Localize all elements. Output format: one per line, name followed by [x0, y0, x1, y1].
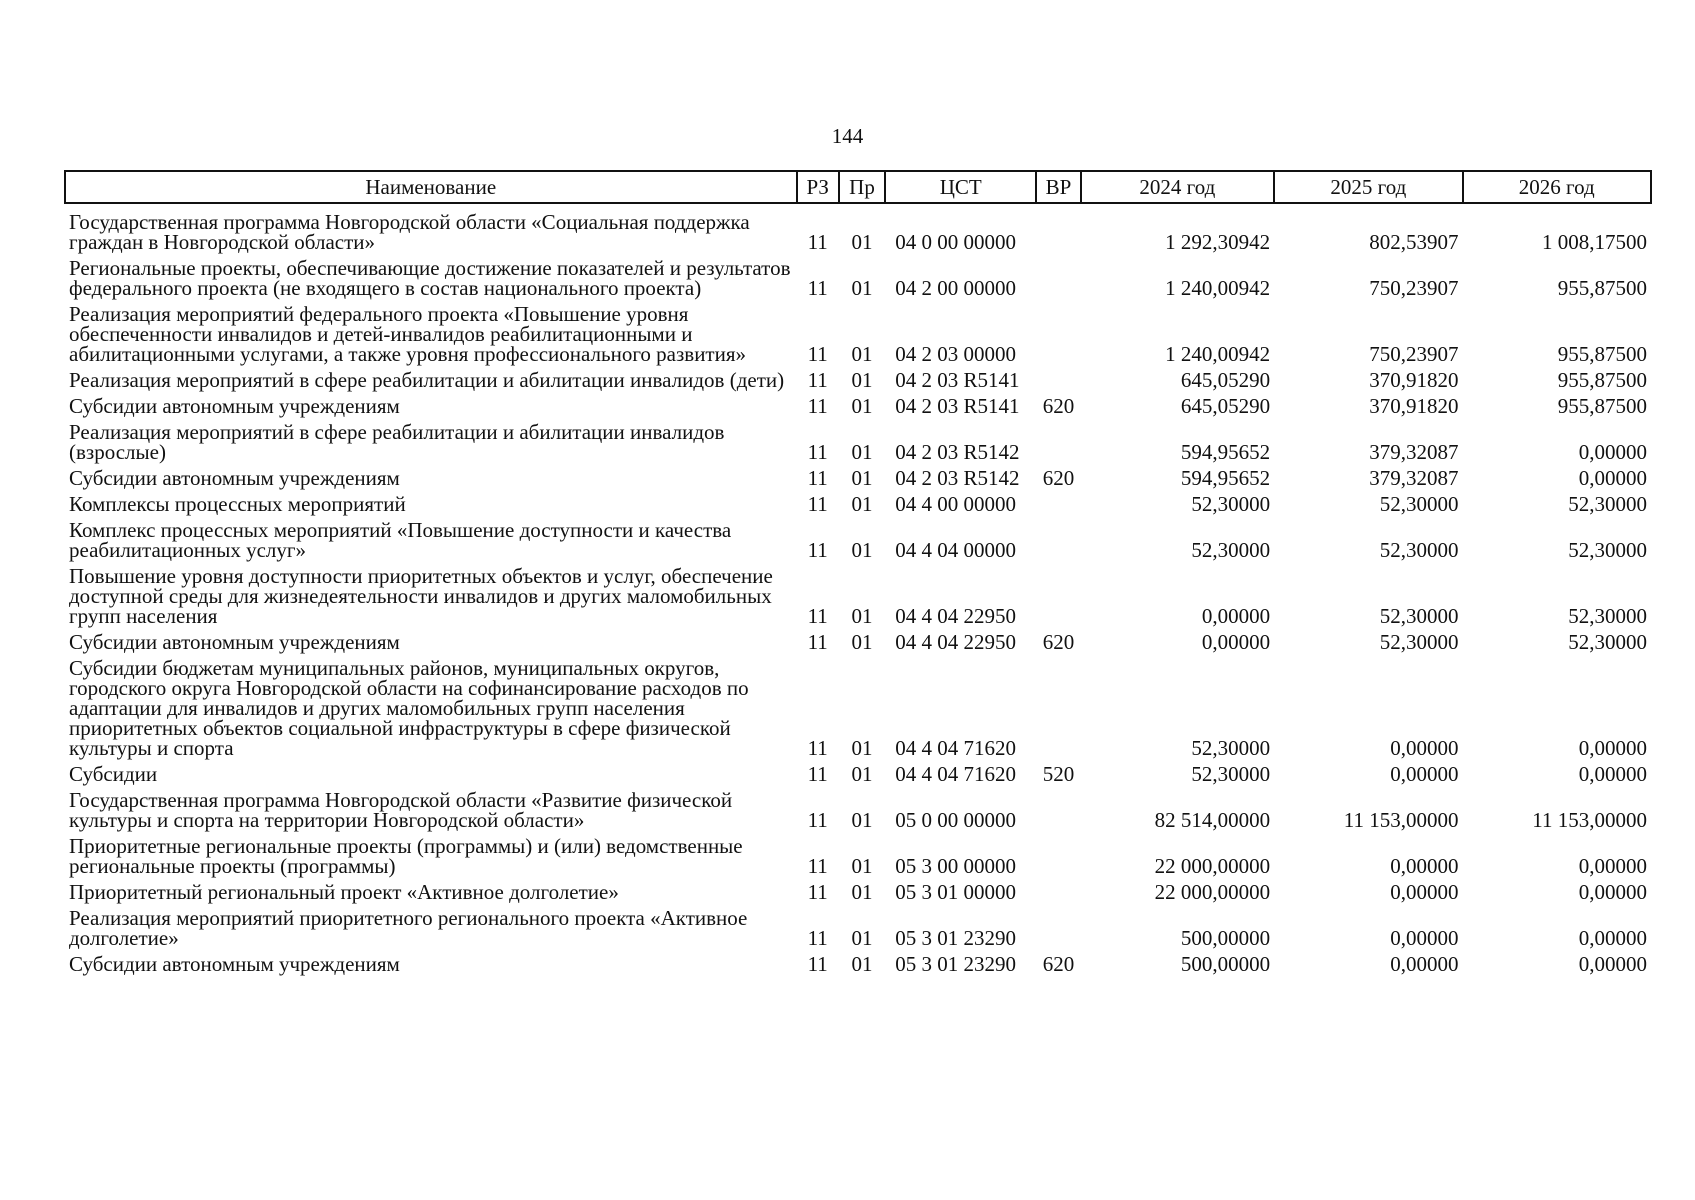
cell-pr: 01 — [851, 466, 873, 490]
cell-2026: 0,00000 — [1578, 736, 1647, 760]
cell-cst: 04 4 04 22950 — [895, 630, 1016, 654]
cell-pr: 01 — [851, 854, 873, 878]
cell-pr: 01 — [851, 630, 873, 654]
cell-2024: 645,05290 — [1180, 368, 1271, 392]
table-row — [65, 256, 1651, 302]
cell-rz: 11 — [807, 230, 828, 254]
cell-pr: 01 — [851, 276, 873, 300]
cell-2024: 645,05290 — [1180, 394, 1271, 418]
cell-cst: 04 0 00 00000 — [895, 230, 1016, 254]
table-row — [65, 368, 1651, 394]
cell-rz: 11 — [807, 854, 828, 878]
cell-name: Субсидии бюджетам муниципальных районов, муниципальных округов, городского округа Новгородской области на софинансирование расходов по адаптации для инвалидов и других маломобильных групп населения приоритетных объектов социальной инфраструктуры в сфере физической культуры и спорта — [69, 656, 749, 760]
cell-cst: 04 4 04 71620 — [895, 736, 1016, 760]
cell-cst: 05 3 01 00000 — [895, 880, 1016, 904]
table-row — [65, 302, 1651, 368]
cell-name: Комплексы процессных мероприятий — [69, 492, 406, 516]
cell-rz: 11 — [807, 440, 828, 464]
cell-2025: 0,00000 — [1390, 762, 1459, 786]
table-row — [65, 880, 1651, 906]
cell-vr: 520 — [1042, 762, 1075, 786]
cell-cst: 04 4 04 71620 — [895, 762, 1016, 786]
cell-2024: 52,30000 — [1191, 736, 1271, 760]
header-2026: 2026 год — [1463, 171, 1651, 203]
cell-name: Субсидии автономным учреждениям — [69, 394, 400, 418]
cell-2025: 750,23907 — [1369, 342, 1459, 366]
header-pr: Пр — [839, 171, 885, 203]
cell-name: Реализация мероприятий в сфере реабилитации и абилитации инвалидов (взрослые) — [69, 420, 725, 464]
cell-rz: 11 — [807, 342, 828, 366]
table-row — [65, 492, 1651, 518]
cell-pr: 01 — [851, 604, 873, 628]
cell-2026: 0,00000 — [1578, 952, 1647, 976]
cell-cst: 04 4 00 00000 — [895, 492, 1016, 516]
cell-2024: 52,30000 — [1191, 492, 1271, 516]
cell-cst: 04 2 00 00000 — [895, 276, 1016, 300]
cell-rz: 11 — [807, 492, 828, 516]
cell-vr — [1036, 302, 1080, 368]
cell-2026: 0,00000 — [1578, 854, 1647, 878]
cell-2024: 82 514,00000 — [1154, 808, 1271, 832]
cell-pr: 01 — [851, 342, 873, 366]
cell-pr: 01 — [851, 394, 873, 418]
header-vr: ВР — [1036, 171, 1080, 203]
cell-vr — [1036, 880, 1080, 906]
cell-pr: 01 — [851, 762, 873, 786]
cell-cst: 04 2 03 R5141 — [895, 394, 1020, 418]
cell-vr — [1036, 203, 1080, 256]
cell-name: Реализация мероприятий приоритетного регионального проекта «Активное долголетие» — [69, 906, 748, 950]
cell-name: Государственная программа Новгородской области «Развитие физической культуры и спорта на территории Новгородской области» — [69, 788, 733, 832]
cell-name: Реализация мероприятий в сфере реабилитации и абилитации инвалидов (дети) — [69, 368, 785, 392]
cell-cst: 04 2 03 00000 — [895, 342, 1016, 366]
table-row — [65, 788, 1651, 834]
cell-vr — [1036, 420, 1080, 466]
table-row — [65, 203, 1651, 256]
table-row — [65, 518, 1651, 564]
table-row — [65, 394, 1651, 420]
cell-name: Субсидии — [69, 762, 158, 786]
cell-cst: 04 4 04 00000 — [895, 538, 1016, 562]
cell-2024: 52,30000 — [1191, 762, 1271, 786]
cell-2024: 22 000,00000 — [1154, 854, 1271, 878]
cell-rz: 11 — [807, 466, 828, 490]
cell-cst: 04 2 03 R5142 — [895, 440, 1020, 464]
cell-2024: 1 240,00942 — [1165, 276, 1271, 300]
cell-rz: 11 — [807, 880, 828, 904]
cell-2025: 370,91820 — [1369, 394, 1459, 418]
table-row — [65, 906, 1651, 952]
cell-cst: 05 3 01 23290 — [895, 952, 1016, 976]
cell-pr: 01 — [851, 880, 873, 904]
table-row — [65, 420, 1651, 466]
cell-2026: 955,87500 — [1557, 368, 1647, 392]
cell-2025: 0,00000 — [1390, 952, 1459, 976]
cell-name: Субсидии автономным учреждениям — [69, 952, 400, 976]
cell-2026: 0,00000 — [1578, 880, 1647, 904]
cell-pr: 01 — [851, 368, 873, 392]
cell-2025: 52,30000 — [1379, 492, 1459, 516]
cell-2025: 0,00000 — [1390, 926, 1459, 950]
cell-rz: 11 — [807, 952, 828, 976]
cell-2026: 955,87500 — [1557, 276, 1647, 300]
budget-table — [64, 170, 1652, 978]
cell-2026: 0,00000 — [1578, 440, 1647, 464]
cell-rz: 11 — [807, 604, 828, 628]
cell-rz: 11 — [807, 808, 828, 832]
cell-rz: 11 — [807, 394, 828, 418]
cell-2024: 22 000,00000 — [1154, 880, 1271, 904]
cell-rz: 11 — [807, 926, 828, 950]
cell-2024: 1 292,30942 — [1165, 230, 1271, 254]
cell-2025: 52,30000 — [1379, 604, 1459, 628]
cell-cst: 05 3 01 23290 — [895, 926, 1016, 950]
cell-cst: 05 0 00 00000 — [895, 808, 1016, 832]
table-row — [65, 466, 1651, 492]
cell-pr: 01 — [851, 736, 873, 760]
cell-2024: 594,95652 — [1180, 466, 1271, 490]
header-2024: 2024 год — [1081, 171, 1274, 203]
cell-2025: 52,30000 — [1379, 630, 1459, 654]
table-row — [65, 564, 1651, 630]
cell-2025: 750,23907 — [1369, 276, 1459, 300]
cell-2025: 0,00000 — [1390, 880, 1459, 904]
cell-2025: 379,32087 — [1369, 440, 1459, 464]
cell-name: Комплекс процессных мероприятий «Повышение доступности и качества реабилитационных услуг» — [69, 518, 732, 562]
cell-name: Приоритетные региональные проекты (программы) и (или) ведомственные региональные проекты (программы) — [69, 834, 743, 878]
cell-cst: 04 4 04 22950 — [895, 604, 1016, 628]
cell-2026: 0,00000 — [1578, 466, 1647, 490]
cell-2026: 52,30000 — [1568, 492, 1647, 516]
cell-rz: 11 — [807, 736, 828, 760]
cell-name: Реализация мероприятий федерального проекта «Повышение уровня обеспеченности инвалидов и детей-инвалидов реабилитационными и абилитационными услугами, а также уровня профессионального развития» — [69, 302, 747, 366]
cell-name: Субсидии автономным учреждениям — [69, 466, 400, 490]
cell-rz: 11 — [807, 762, 828, 786]
cell-2026: 0,00000 — [1578, 762, 1647, 786]
page-number: 144 — [831, 124, 864, 148]
cell-vr: 620 — [1042, 466, 1075, 490]
cell-name: Государственная программа Новгородской области «Социальная поддержка граждан в Новгородской области» — [69, 210, 750, 254]
cell-vr — [1036, 518, 1080, 564]
cell-rz: 11 — [807, 368, 828, 392]
cell-rz: 11 — [807, 630, 828, 654]
cell-2025: 379,32087 — [1369, 466, 1459, 490]
cell-pr: 01 — [851, 440, 873, 464]
header-name: Наименование — [65, 171, 797, 203]
cell-2026: 955,87500 — [1557, 394, 1647, 418]
cell-2026: 52,30000 — [1568, 538, 1647, 562]
header-rz: РЗ — [797, 171, 839, 203]
cell-vr — [1036, 834, 1080, 880]
cell-cst: 05 3 00 00000 — [895, 854, 1016, 878]
header-cst: ЦСТ — [885, 171, 1036, 203]
cell-name: Региональные проекты, обеспечивающие достижение показателей и результатов федерального проекта (не входящего в состав национального проекта) — [69, 256, 791, 300]
table-row — [65, 762, 1651, 788]
cell-vr: 620 — [1042, 630, 1075, 654]
cell-pr: 01 — [851, 808, 873, 832]
cell-2024: 0,00000 — [1201, 630, 1271, 654]
cell-2024: 1 240,00942 — [1165, 342, 1271, 366]
cell-2025: 370,91820 — [1369, 368, 1459, 392]
cell-2026: 52,30000 — [1568, 630, 1647, 654]
table-body — [65, 203, 1651, 978]
cell-vr — [1036, 906, 1080, 952]
cell-2024: 500,00000 — [1180, 926, 1271, 950]
cell-vr — [1036, 564, 1080, 630]
cell-2024: 52,30000 — [1191, 538, 1271, 562]
cell-2026: 11 153,00000 — [1532, 808, 1647, 832]
cell-vr — [1036, 368, 1080, 394]
cell-rz: 11 — [807, 276, 828, 300]
table-header-row — [65, 171, 1651, 203]
cell-2026: 955,87500 — [1557, 342, 1647, 366]
cell-pr: 01 — [851, 538, 873, 562]
cell-cst: 04 2 03 R5141 — [895, 368, 1020, 392]
table-row — [65, 834, 1651, 880]
cell-vr: 620 — [1042, 952, 1075, 976]
cell-2026: 1 008,17500 — [1542, 230, 1647, 254]
cell-2025: 0,00000 — [1390, 736, 1459, 760]
cell-2025: 11 153,00000 — [1343, 808, 1459, 832]
cell-name: Субсидии автономным учреждениям — [69, 630, 400, 654]
cell-name: Повышение уровня доступности приоритетных объектов и услуг, обеспечение доступной среды для жизнедеятельности инвалидов и других маломобильных групп населения — [69, 564, 773, 628]
table-row — [65, 952, 1651, 978]
cell-2025: 0,00000 — [1390, 854, 1459, 878]
cell-rz: 11 — [807, 538, 828, 562]
cell-pr: 01 — [851, 492, 873, 516]
cell-2025: 52,30000 — [1379, 538, 1459, 562]
cell-vr — [1036, 656, 1080, 762]
cell-pr: 01 — [851, 952, 873, 976]
cell-pr: 01 — [851, 926, 873, 950]
cell-2026: 52,30000 — [1568, 604, 1647, 628]
cell-2024: 500,00000 — [1180, 952, 1271, 976]
cell-2024: 0,00000 — [1201, 604, 1271, 628]
cell-vr — [1036, 788, 1080, 834]
cell-2025: 802,53907 — [1369, 230, 1459, 254]
cell-vr — [1036, 256, 1080, 302]
table-row — [65, 656, 1651, 762]
cell-name: Приоритетный региональный проект «Активное долголетие» — [69, 880, 619, 904]
table-row — [65, 630, 1651, 656]
cell-2024: 594,95652 — [1180, 440, 1271, 464]
cell-2026: 0,00000 — [1578, 926, 1647, 950]
cell-pr: 01 — [851, 230, 873, 254]
cell-cst: 04 2 03 R5142 — [895, 466, 1020, 490]
cell-vr: 620 — [1042, 394, 1075, 418]
cell-vr — [1036, 492, 1080, 518]
header-2025: 2025 год — [1274, 171, 1462, 203]
